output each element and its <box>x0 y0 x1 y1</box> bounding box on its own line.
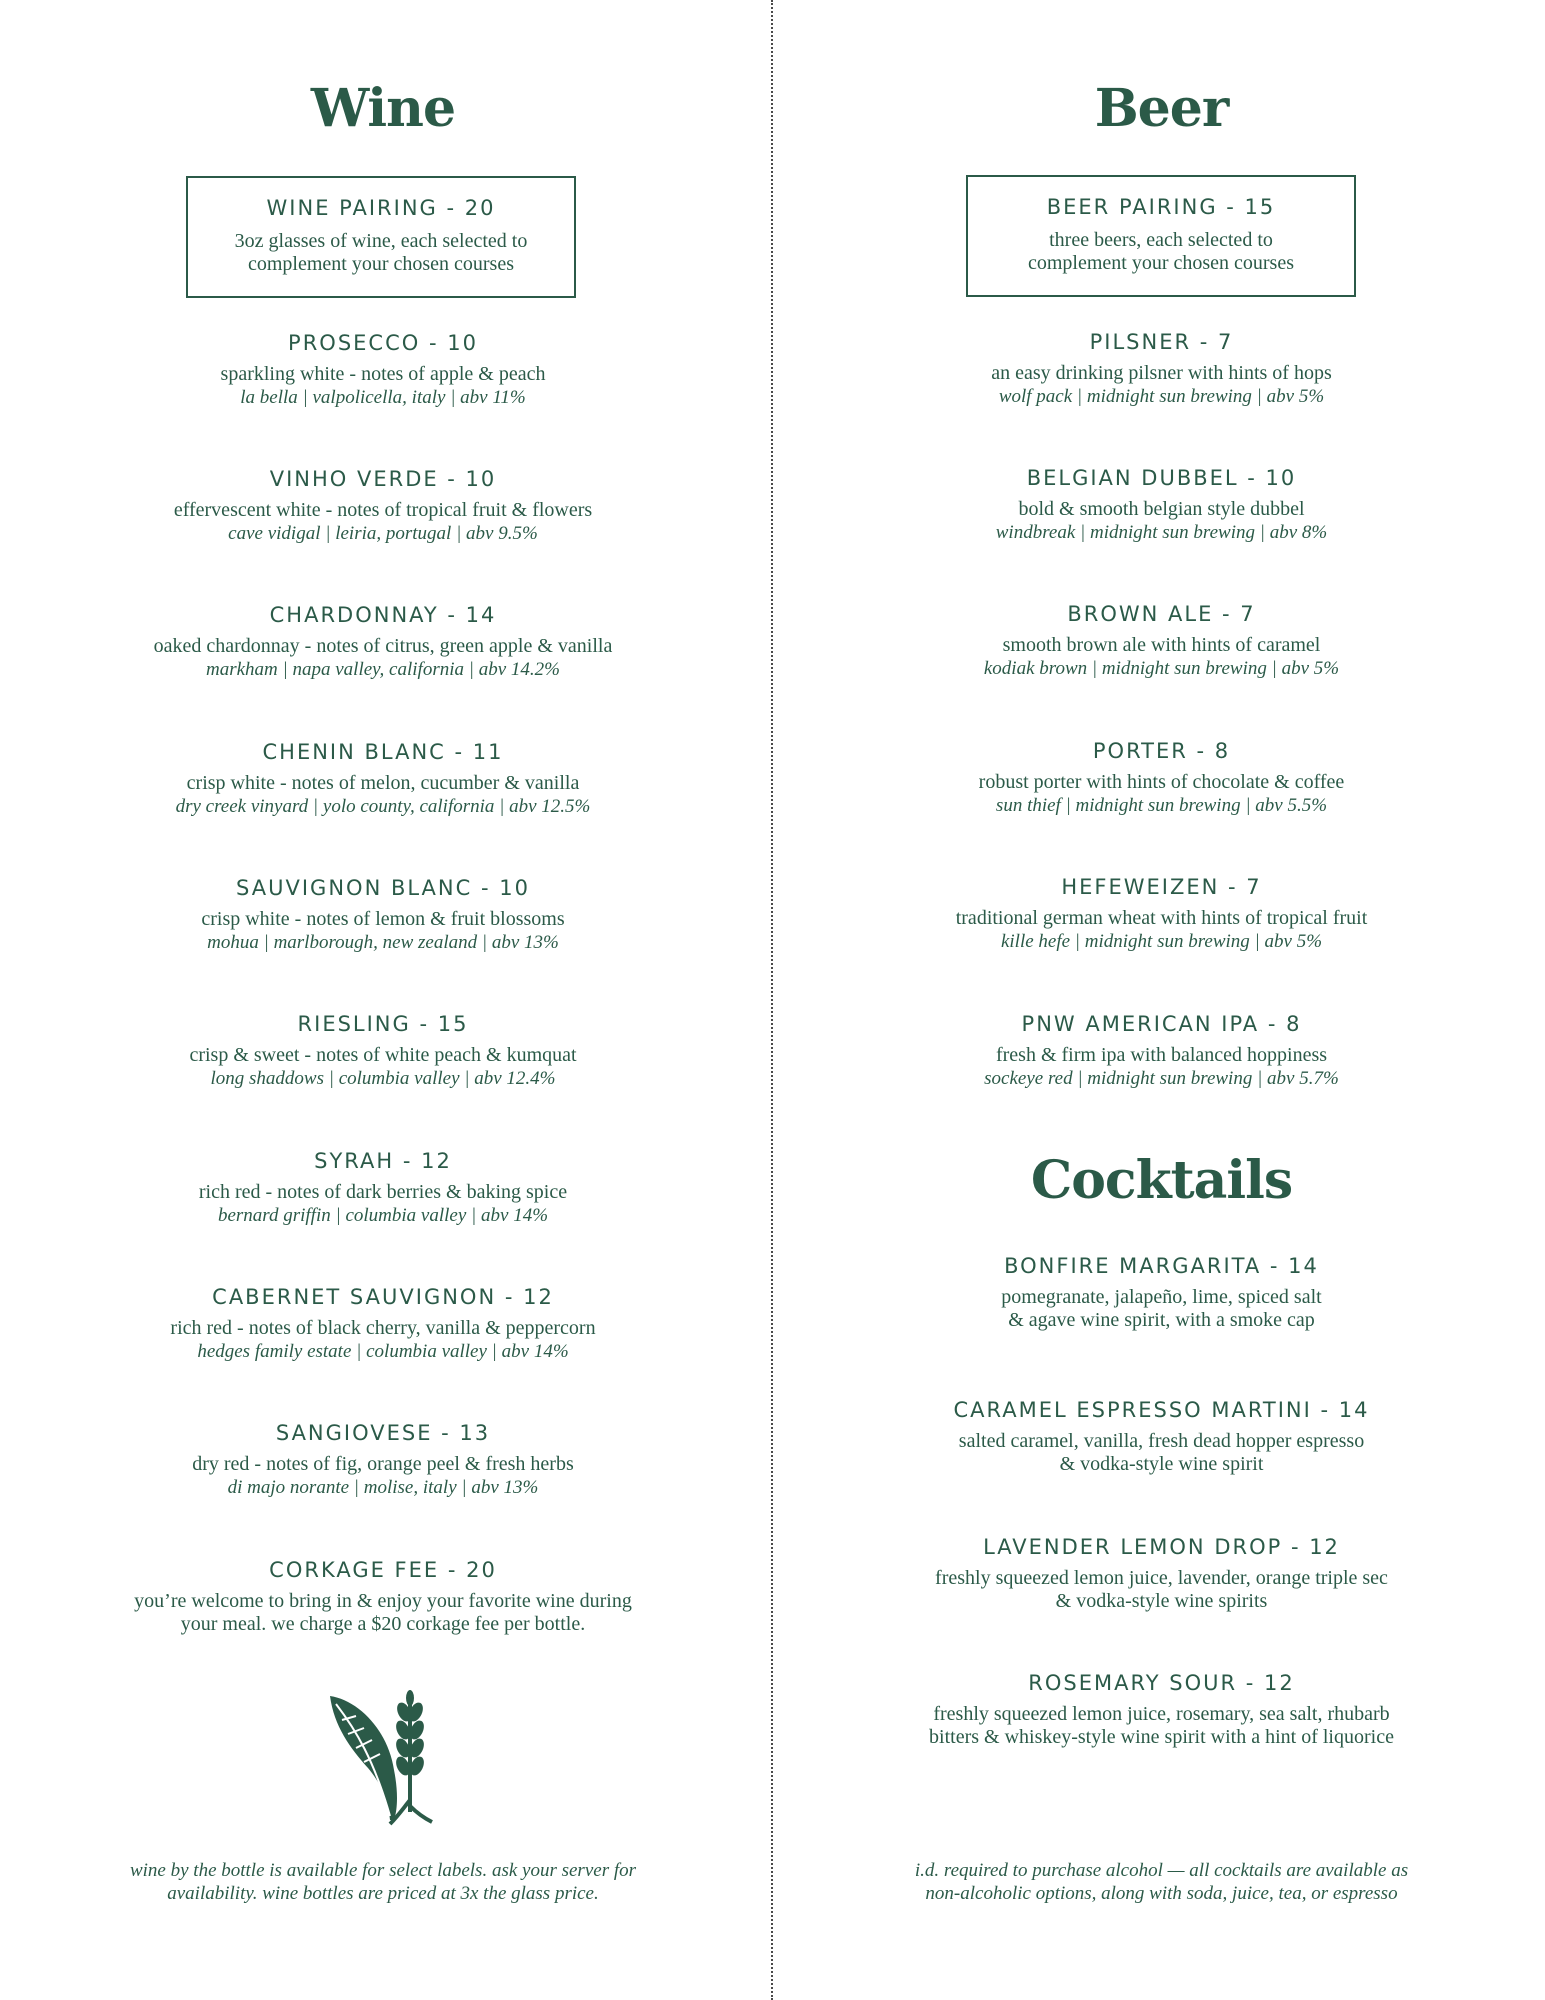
cocktail-item-line2: & vodka-style wine spirit <box>1059 1453 1264 1475</box>
cocktail-item-rosemary-sour <box>778 1669 1545 1749</box>
wine-item-desc: effervescent white - notes of tropical fruit & flowers <box>173 499 593 521</box>
beer-pairing-box <box>966 175 1356 297</box>
wine-item-syrah <box>0 1147 766 1227</box>
wine-item-meta: la bella | valpolicella, italy | abv 11% <box>240 387 526 408</box>
wine-item-name: SANGIOVESE - 13 <box>275 1421 491 1445</box>
corkage-fee-name: CORKAGE FEE - 20 <box>269 1558 497 1582</box>
cocktail-item-caramel-espresso-martini <box>778 1396 1545 1476</box>
wine-item-desc: dry red - notes of fig, orange peel & fresh herbs <box>192 1453 574 1475</box>
beer-item-desc: bold & smooth belgian style dubbel <box>1018 498 1305 520</box>
cocktail-item-line1: freshly squeezed lemon juice, rosemary, sea salt, rhubarb <box>933 1703 1390 1725</box>
wine-item-meta: bernard griffin | columbia valley | abv 14% <box>217 1205 549 1226</box>
wine-pairing-name: WINE PAIRING - 20 <box>266 196 496 220</box>
wine-item-chardonnay <box>0 601 766 681</box>
wine-title: Wine <box>310 78 456 139</box>
wine-footnote <box>0 1859 766 1905</box>
cocktail-item-line1: freshly squeezed lemon juice, lavender, orange triple sec <box>935 1567 1388 1589</box>
wine-item-prosecco <box>0 329 766 409</box>
wine-item-desc: oaked chardonnay - notes of citrus, green apple & vanilla <box>153 635 613 657</box>
beer-item-pilsner <box>778 328 1545 408</box>
beer-item-brown-ale <box>778 600 1545 680</box>
wine-item-name: RIESLING - 15 <box>297 1012 469 1036</box>
beer-item-meta: windbreak | midnight sun brewing | abv 8% <box>995 522 1328 543</box>
wine-item-desc: rich red - notes of black cherry, vanilla & peppercorn <box>170 1317 596 1339</box>
wine-item-desc: crisp white - notes of lemon & fruit blossoms <box>201 908 565 930</box>
wine-item-meta: di majo norante | molise, italy | abv 13% <box>227 1477 539 1498</box>
beer-item-desc: smooth brown ale with hints of caramel <box>1002 634 1321 656</box>
wine-item-meta: mohua | marlborough, new zealand | abv 13% <box>207 932 559 953</box>
wine-item-meta: dry creek vinyard | yolo county, california | abv 12.5% <box>175 796 591 817</box>
beer-item-belgian-dubbel <box>778 464 1545 544</box>
cocktail-item-lavender-lemon-drop <box>778 1533 1545 1613</box>
corkage-fee <box>0 1556 766 1636</box>
wine-item-desc: rich red - notes of dark berries & baking spice <box>198 1181 568 1203</box>
beer-item-porter <box>778 737 1545 817</box>
wine-pairing-desc-line2: complement your chosen courses <box>247 253 515 275</box>
cocktail-item-line2: & vodka-style wine spirits <box>1055 1590 1268 1612</box>
wine-pairing-desc-line1: 3oz glasses of wine, each selected to <box>234 230 528 252</box>
beer-item-name: HEFEWEIZEN - 7 <box>1061 875 1262 899</box>
beer-item-name: PNW AMERICAN IPA - 8 <box>1021 1012 1302 1036</box>
beer-item-desc: an easy drinking pilsner with hints of hops <box>991 362 1332 384</box>
wine-item-vinho-verde <box>0 465 766 545</box>
beer-pairing-name: BEER PAIRING - 15 <box>1046 195 1276 219</box>
feather-and-wheat-icon <box>328 1690 434 1826</box>
beer-item-desc: robust porter with hints of chocolate & coffee <box>978 771 1345 793</box>
beer-pairing-desc-line1: three beers, each selected to <box>1049 229 1273 251</box>
wine-item-meta: hedges family estate | columbia valley | abv 14% <box>197 1341 569 1362</box>
wine-item-name: SYRAH - 12 <box>314 1149 452 1173</box>
wine-pairing-box <box>186 176 576 298</box>
wine-item-sangiovese <box>0 1419 766 1499</box>
wine-item-cabernet-sauvignon <box>0 1283 766 1363</box>
beer-item-meta: kille hefe | midnight sun brewing | abv 5% <box>1000 931 1323 952</box>
cocktail-item-line1: pomegranate, jalapeño, lime, spiced salt <box>1001 1286 1322 1308</box>
beer-item-name: BROWN ALE - 7 <box>1067 602 1256 626</box>
wine-item-meta: cave vidigal | leiria, portugal | abv 9.5% <box>228 523 538 544</box>
beer-item-desc: traditional german wheat with hints of tropical fruit <box>955 907 1368 929</box>
cocktails-footnote <box>778 1859 1545 1905</box>
wine-item-desc: crisp & sweet - notes of white peach & kumquat <box>189 1044 577 1066</box>
beer-item-desc: fresh & firm ipa with balanced hoppiness <box>995 1044 1328 1066</box>
wine-footnote-line1: wine by the bottle is available for select labels. ask your server for <box>129 1860 637 1881</box>
wine-item-meta: markham | napa valley, california | abv 14.2% <box>206 659 560 680</box>
wine-item-meta: long shaddows | columbia valley | abv 12.4% <box>210 1068 556 1089</box>
beer-item-hefeweizen <box>778 873 1545 953</box>
cocktail-item-line2: & agave wine spirit, with a smoke cap <box>1008 1309 1315 1331</box>
cocktails-footnote-line1: i.d. required to purchase alcohol — all cocktails are available as <box>914 1860 1409 1881</box>
wine-item-name: VINHO VERDE - 10 <box>269 467 497 491</box>
wine-item-riesling <box>0 1010 766 1090</box>
cocktail-item-name: LAVENDER LEMON DROP - 12 <box>983 1535 1340 1559</box>
wine-item-name: PROSECCO - 10 <box>288 331 478 355</box>
beer-item-name: PILSNER - 7 <box>1089 330 1234 354</box>
beer-item-meta: wolf pack | midnight sun brewing | abv 5% <box>998 386 1325 407</box>
wine-item-desc: crisp white - notes of melon, cucumber & vanilla <box>186 772 580 794</box>
corkage-fee-line2: your meal. we charge a $20 corkage fee per bottle. <box>180 1613 586 1635</box>
beer-item-name: PORTER - 8 <box>1092 739 1231 763</box>
wine-item-name: SAUVIGNON BLANC - 10 <box>236 876 530 900</box>
wine-footnote-line2: availability. wine bottles are priced at 3x the glass price. <box>167 1883 599 1904</box>
beer-item-pnw-american-ipa <box>778 1010 1545 1090</box>
wine-item-name: CABERNET SAUVIGNON - 12 <box>212 1285 554 1309</box>
corkage-fee-line1: you’re welcome to bring in & enjoy your favorite wine during <box>134 1590 632 1612</box>
wine-item-sauvignon-blanc <box>0 874 766 954</box>
beer-item-meta: sun thief | midnight sun brewing | abv 5.5% <box>995 795 1328 816</box>
cocktail-item-name: ROSEMARY SOUR - 12 <box>1028 1671 1295 1695</box>
cocktail-item-name: BONFIRE MARGARITA - 14 <box>1004 1254 1319 1278</box>
cocktails-title: Cocktails <box>1030 1150 1293 1211</box>
cocktail-item-bonfire-margarita <box>778 1252 1545 1332</box>
wine-item-name: CHARDONNAY - 14 <box>269 603 497 627</box>
cocktail-item-name: CARAMEL ESPRESSO MARTINI - 14 <box>953 1398 1370 1422</box>
cocktails-footnote-line2: non-alcoholic options, along with soda, juice, tea, or espresso <box>925 1883 1398 1904</box>
cocktail-item-line1: salted caramel, vanilla, fresh dead hopper espresso <box>958 1430 1365 1452</box>
wine-item-chenin-blanc <box>0 738 766 818</box>
cocktail-item-line2: bitters & whiskey-style wine spirit with a hint of liquorice <box>929 1726 1394 1748</box>
beer-item-meta: sockeye red | midnight sun brewing | abv 5.7% <box>984 1068 1339 1089</box>
beer-pairing-desc-line2: complement your chosen courses <box>1027 252 1295 274</box>
wine-item-name: CHENIN BLANC - 11 <box>262 740 504 764</box>
column-divider <box>771 0 773 2000</box>
beer-title: Beer <box>1094 78 1229 139</box>
beer-item-meta: kodiak brown | midnight sun brewing | abv 5% <box>983 658 1340 679</box>
beer-item-name: BELGIAN DUBBEL - 10 <box>1026 466 1297 490</box>
wine-item-desc: sparkling white - notes of apple & peach <box>220 363 546 385</box>
